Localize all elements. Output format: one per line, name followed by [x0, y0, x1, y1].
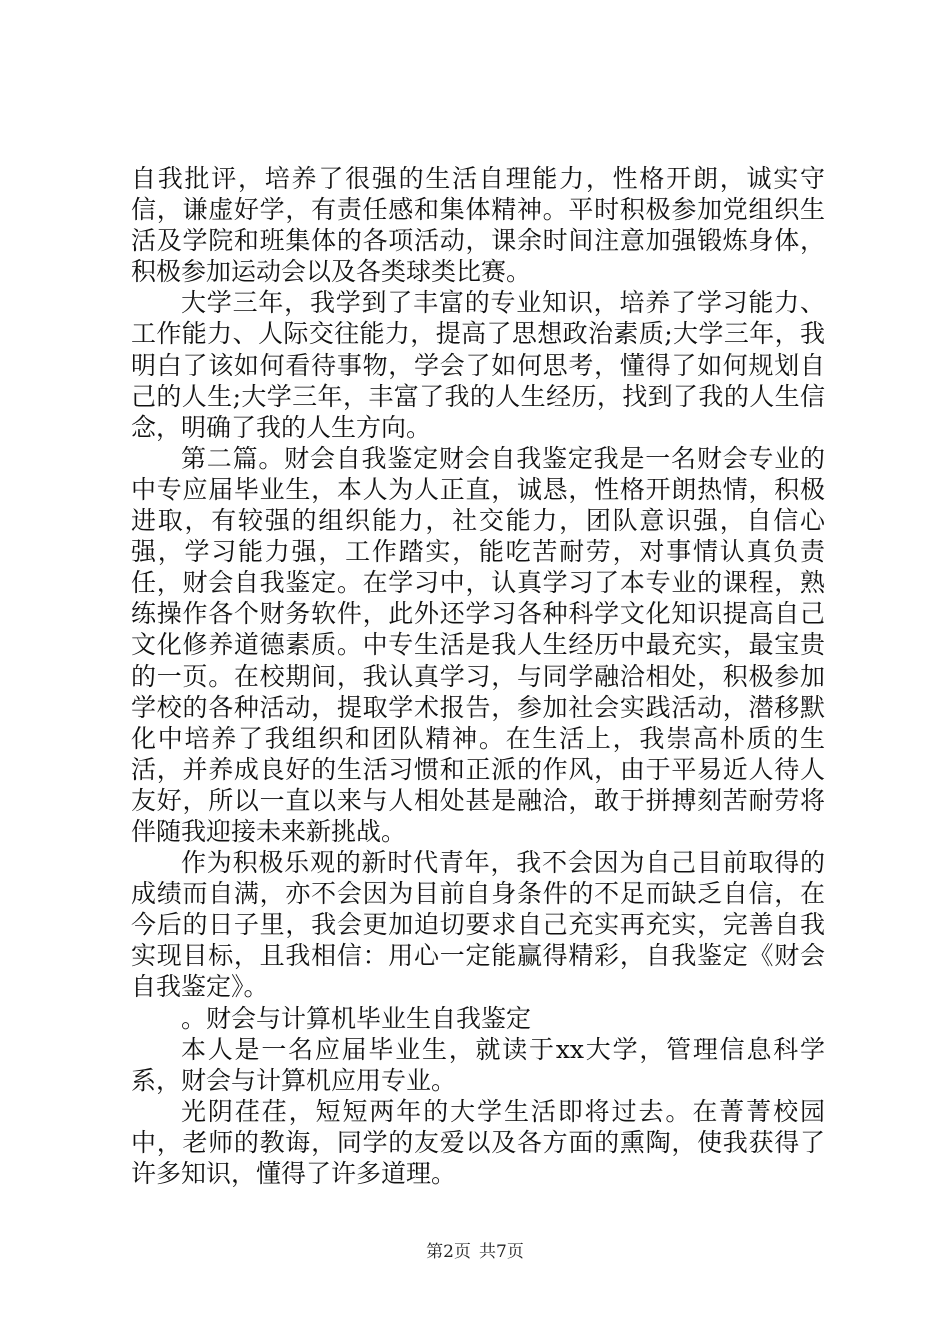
paragraph-4: 作为积极乐观的新时代青年，我不会因为自己目前取得的成绩而自满，亦不会因为目前自身条件的不足而缺乏自信，在今后的日子里，我会更加迫切要求自己充实再充实，完善自我实现目标，且我相信：用心一定能赢得精彩，自我鉴定《财会自我鉴定》。 — [131, 848, 825, 1002]
document-body — [131, 163, 825, 1189]
paragraph-5: 本人是一名应届毕业生，就读于xx大学，管理信息科学系，财会与计算机应用专业。 — [131, 1034, 825, 1095]
page-footer — [0, 1241, 950, 1263]
paragraph-2: 大学三年，我学到了丰富的专业知识，培养了学习能力、工作能力、人际交往能力，提高了思想政治素质;大学三年，我明白了该如何看待事物，学会了如何思考，懂得了如何规划自己的人生;大学三年，丰富了我的人生经历，找到了我的人生信念，明确了我的人生方向。 — [131, 288, 825, 442]
section-heading: 。财会与计算机毕业生自我鉴定 — [181, 1003, 532, 1033]
page-number: 第2页 — [426, 1242, 471, 1262]
paragraph-3: 第二篇。财会自我鉴定财会自我鉴定我是一名财会专业的中专应届毕业生，本人为人正直，诚恳，性格开朗热情，积极进取，有较强的组织能力，社交能力，团队意识强，自信心强，学习能力强，工作踏实，能吃苦耐劳，对事情认真负责任，财会自我鉴定。在学习中，认真学习了本专业的课程，熟练操作各个财务软件，此外还学习各种科学文化知识提高自己文化修养道德素质。中专生活是我人生经历中最充实，最宝贵的一页。在校期间，我认真学习，与同学融洽相处，积极参加学校的各种活动，提取学术报告，参加社会实践活动，潜移默化中培养了我组织和团队精神。在生活上，我崇高朴质的生活，并养成良好的生活习惯和正派的作风，由于平易近人待人友好，所以一直以来与人相处甚是融洽，敢于拼搏刻苦耐劳将伴随我迎接未来新挑战。 — [131, 443, 825, 846]
page-total: 共7页 — [479, 1242, 524, 1262]
paragraph-6: 光阴荏荏，短短两年的大学生活即将过去。在菁菁校园中，老师的教诲，同学的友爱以及各方面的熏陶，使我获得了许多知识，懂得了许多道理。 — [131, 1096, 825, 1188]
paragraph-1: 自我批评，培养了很强的生活自理能力，性格开朗，诚实守信，谦虚好学，有责任感和集体精神。平时积极参加党组织生活及学院和班集体的各项活动，课余时间注意加强锻炼身体，积极参加运动会以及各类球类比赛。 — [131, 164, 825, 287]
